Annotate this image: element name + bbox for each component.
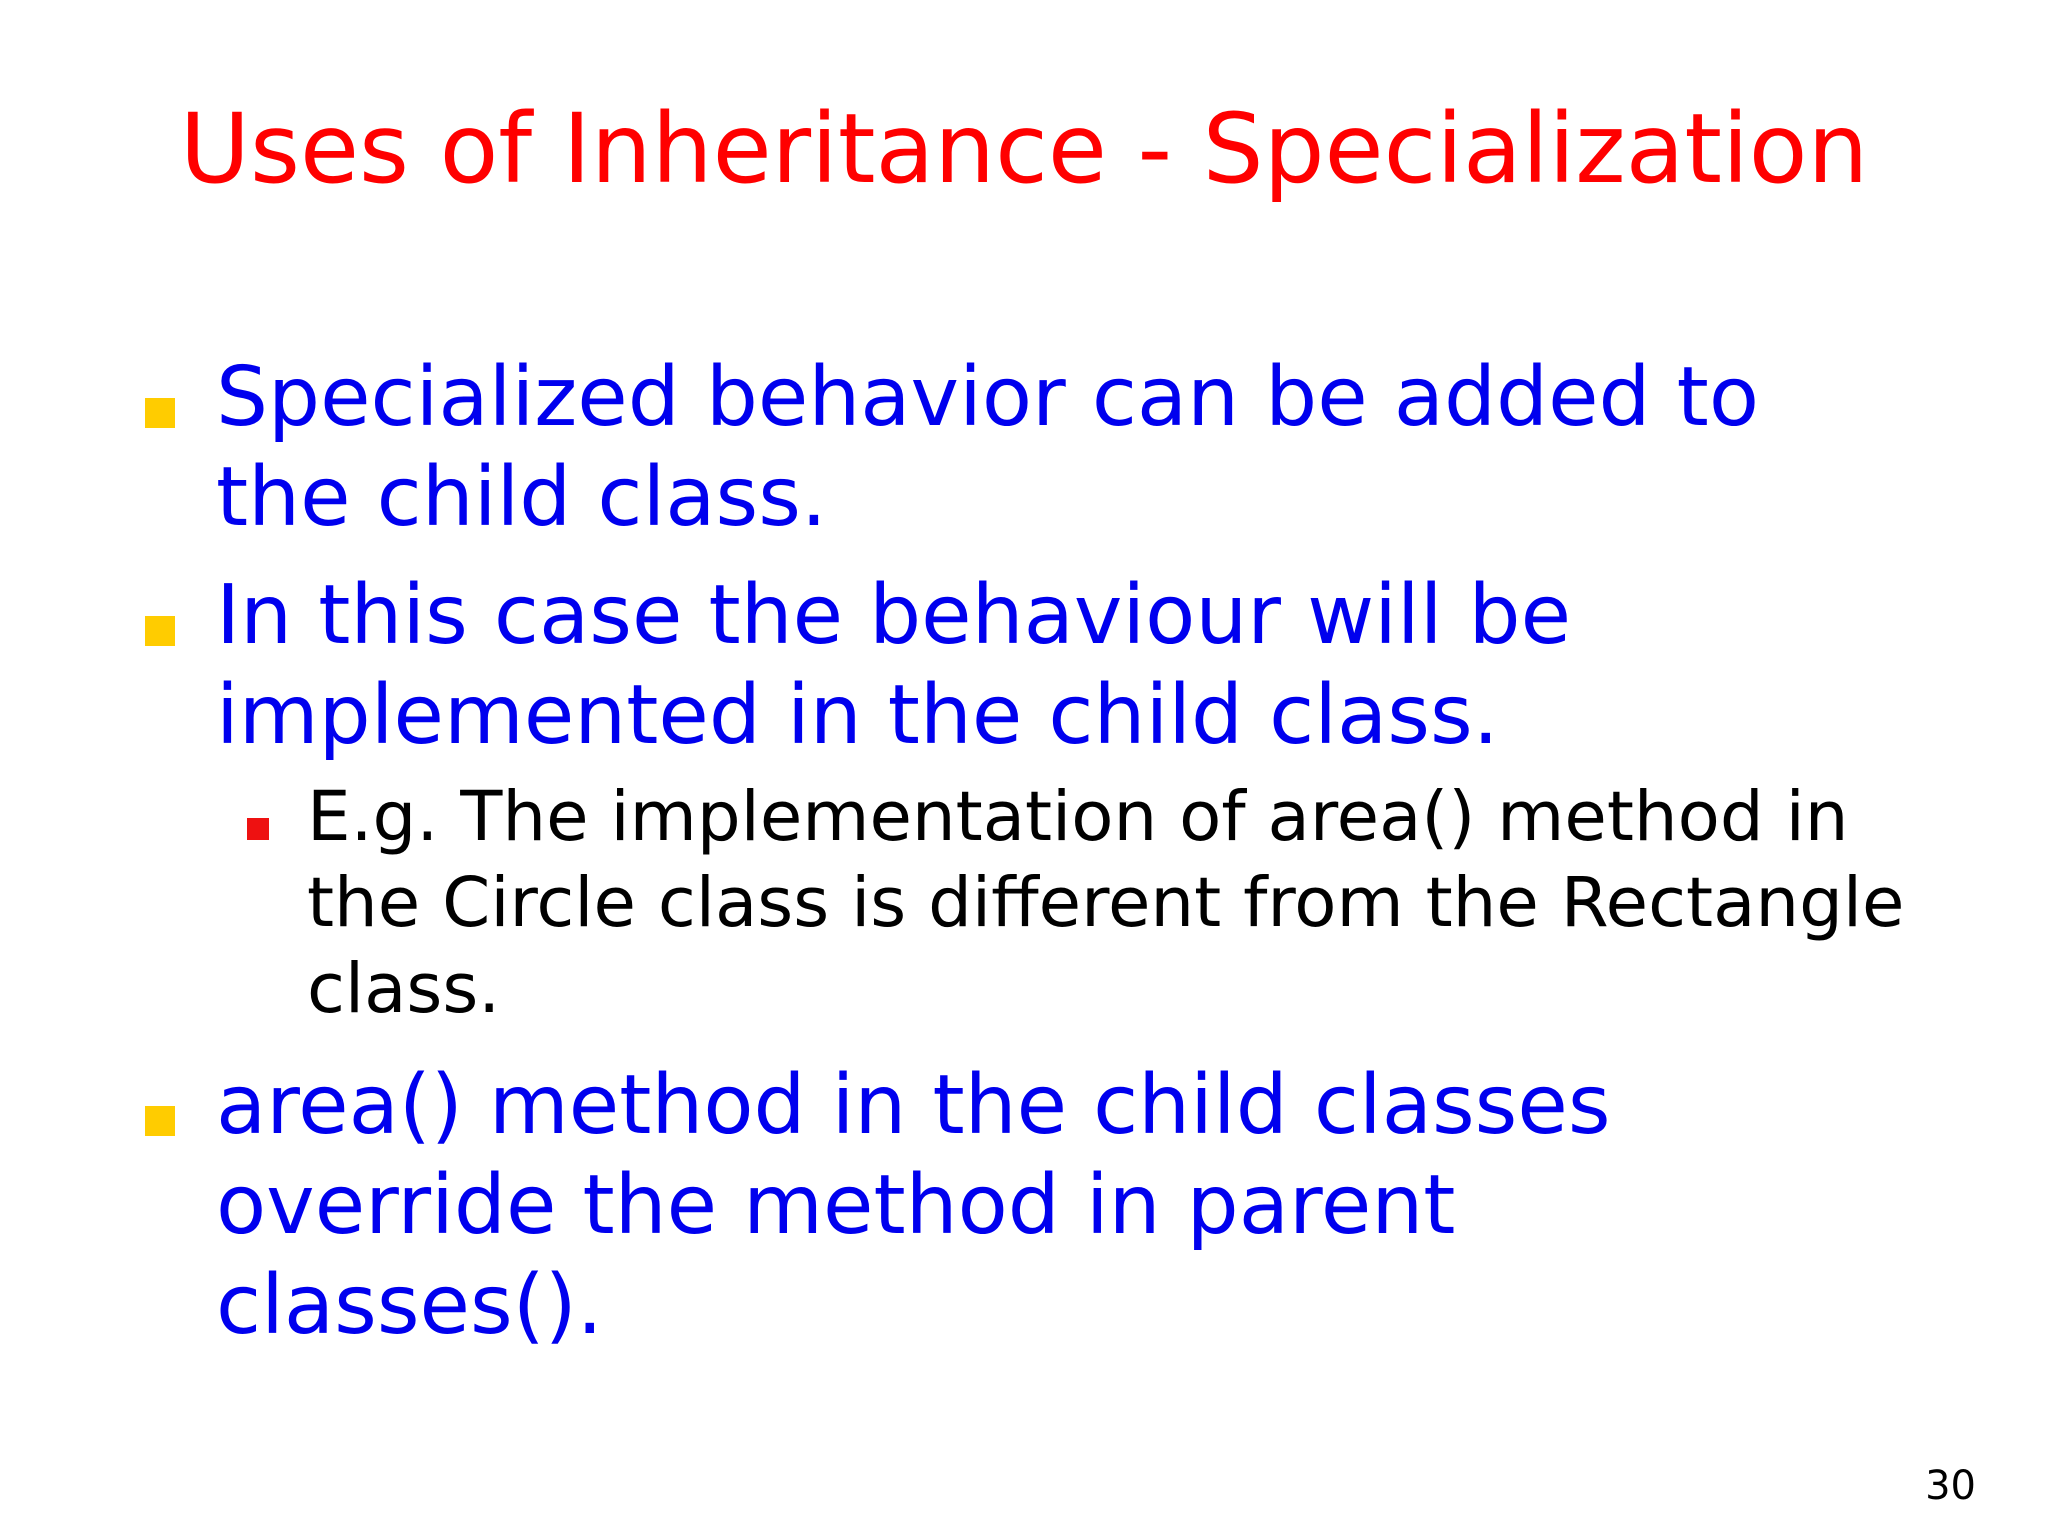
bullet-item (0, 348, 1780, 548)
bullet-list (0, 348, 2048, 1374)
square-bullet-icon (145, 616, 175, 646)
square-bullet-icon (145, 398, 175, 428)
square-bullet-icon (145, 1106, 175, 1136)
slide-title: Uses of Inheritance - Specialization (179, 93, 1869, 205)
bullet-text: Specialized behavior can be added to the child class. (216, 350, 1759, 545)
sub-bullet-text: E.g. The implementation of area() method in the Circle class is different from the Rectangle class. (307, 777, 1905, 1029)
bullet-item (0, 566, 1780, 766)
bullet-text: area() method in the child classes override the method in parent classes(). (216, 1058, 1611, 1353)
bullet-text: In this case the behaviour will be implemented in the child class. (216, 568, 1572, 763)
page-number: 30 (1925, 1463, 1976, 1509)
sub-bullet-item (0, 774, 1950, 1032)
bullet-item (0, 1056, 1780, 1356)
square-sub-bullet-icon (247, 818, 269, 840)
